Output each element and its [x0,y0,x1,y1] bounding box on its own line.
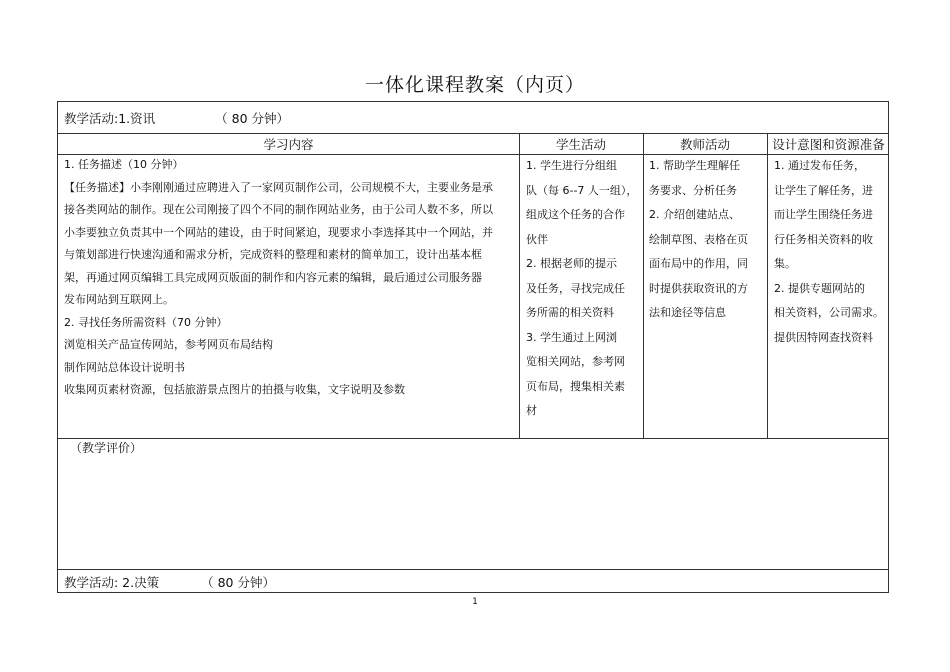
content-line: 浏览相关产品宣传网站，参考网页布局结构 [64,338,273,351]
student-activity-cell [526,154,642,424]
content-line: 2. 寻找任务所需资料（70 分钟） [64,315,228,329]
column-divider [643,133,644,438]
learning-content-cell [64,154,519,402]
divider [58,569,888,570]
student-line: 组成这个任务的合作 [526,208,625,221]
design-line: 让学生了解任务，进 [774,183,873,197]
document-title: 一体化课程教案（内页） [364,74,585,96]
content-line: 1. 任务描述（10 分钟） [64,158,184,171]
student-line: 2. 根据老师的提示 [526,257,617,270]
teacher-line: 面布局中的作用，同 [649,257,748,270]
student-line: 伙伴 [526,232,548,246]
design-line: 集。 [774,257,796,270]
student-line: 3. 学生通过上网浏 [526,330,617,344]
teacher-line: 务要求、分析任务 [649,183,737,197]
header-design-intent: 设计意图和资源准备 [772,137,885,152]
header-student-activity: 学生活动 [555,137,606,152]
student-line: 页布局，搜集相关素 [526,379,625,393]
lesson-plan-table [57,101,889,593]
content-line: 小李要独立负责其中一个网站的建设，由于时间紧迫，现要求小李选择其中一个网站，并 [64,225,493,239]
activity-2-duration: （ 80 分钟） [201,575,275,590]
activity-2-row [64,573,275,591]
content-line: 【任务描述】小李刚刚通过应聘进入了一家网页制作公司，公司规模不大，主要业务是承 [64,180,493,194]
activity-1-duration: （ 80 分钟） [215,111,289,126]
design-intent-cell [774,154,886,350]
teacher-line: 1. 帮助学生理解任 [649,159,740,172]
student-line: 览相关网站，参考网 [526,355,625,368]
content-line: 接各类网站的制作。现在公司刚接了四个不同的制作网站业务，由于公司人数不多，所以 [64,203,493,216]
header-teacher-activity: 教师活动 [679,137,730,152]
student-line: 1. 学生进行分组组 [526,159,617,172]
column-divider [767,133,768,438]
content-line: 制作网站总体设计说明书 [64,360,185,374]
teaching-evaluation-label: （教学评价） [70,441,143,455]
divider [58,438,888,439]
teacher-activity-cell [649,154,762,326]
teacher-line: 法和途径等信息 [649,306,726,319]
design-line: 1. 通过发布任务， [774,159,865,172]
content-line: 与策划部进行快速沟通和需求分析，完成资料的整理和素材的简单加工，设计出基本框 [64,248,482,261]
content-line: 收集网页素材资源，包括旅游景点图片的拍摄与收集，文字说明及参数 [64,383,405,396]
page-number: 1 [472,597,478,607]
student-line: 材 [526,404,537,417]
content-line: 架，再通过网页编辑工具完成网页版面的制作和内容元素的编辑，最后通过公司服务器 [64,270,482,284]
student-line: 队（每 6--7 人一组）， [526,183,638,197]
student-line: 务所需的相关资料 [526,306,614,319]
design-line: 提供因特网查找资料 [774,330,873,344]
teacher-line: 时提供获取资讯的方 [649,281,748,295]
activity-2-label: 教学活动: 2.决策 [64,575,160,590]
content-line: 发布网站到互联网上。 [64,293,174,306]
design-line: 而让学生围绕任务进 [774,208,873,221]
activity-1-row [64,109,289,127]
student-line: 及任务，寻找完成任 [526,281,625,295]
teacher-line: 绘制草图、表格在页 [649,232,748,246]
teacher-line: 2. 介绍创建站点、 [649,208,740,221]
design-line: 相关资料，公司需求。 [774,306,884,319]
activity-1-label: 教学活动:1.资讯 [64,111,156,126]
header-learning-content: 学习内容 [263,137,314,152]
column-divider [519,133,520,438]
design-line: 2. 提供专题网站的 [774,281,865,295]
design-line: 行任务相关资料的收 [774,232,873,246]
